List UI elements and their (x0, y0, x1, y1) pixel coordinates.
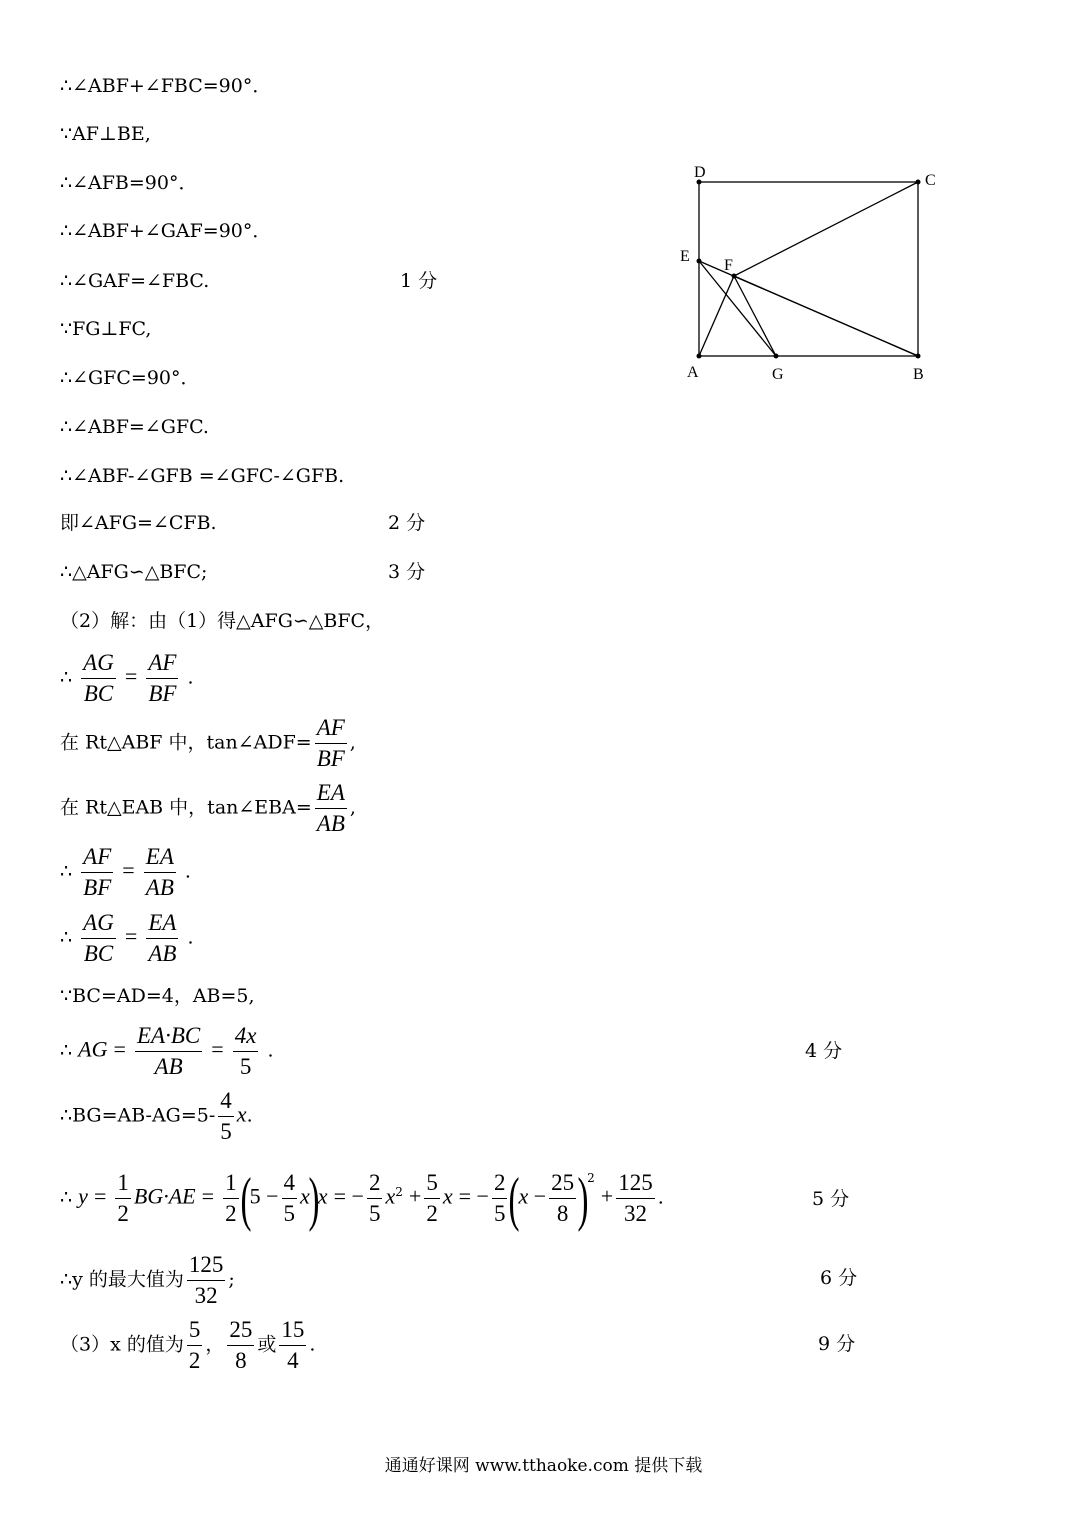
fraction: $\frac{EA}{AB}$ (148, 910, 177, 966)
fraction: $\frac{EA\cdot BC}{AB}$ (136, 1023, 201, 1079)
eq-bg: ∴BG=AB-AG=5- $\frac{4}{5}$ x. (60, 1086, 253, 1147)
fraction: $\frac{4x}{5}$ (234, 1023, 257, 1079)
label-b: B (913, 366, 924, 383)
fraction: $\frac{125}{32}$ (188, 1252, 224, 1308)
part2-heading: （2）解：由（1）得△AFG∽△BFC， (60, 610, 385, 632)
fraction: $\frac{1}{2}$ (117, 1170, 129, 1226)
proof-line-5: ∴∠GAF=∠FBC. (60, 270, 210, 292)
label-d: D (694, 164, 706, 181)
fraction: $\frac{AF}{BF}$ (148, 650, 177, 706)
segment-eg (699, 261, 776, 356)
point-e (697, 259, 702, 264)
fraction: $\frac{2}{5}$ (368, 1170, 381, 1226)
fraction: $\frac{15}{4}$ (281, 1317, 305, 1373)
proof-line-2: ∵AF⊥BE, (60, 123, 151, 145)
eq-y: ∴ y = $\frac{1}{2}$ BG·AE = $\frac{1}{2}$ (5 − $\frac{4}{5}$ x)x = − $\frac{2}{5}$ $x^2$ + $\frac{5}{2}$ x = − $\frac{2}{5}$ (x − $\frac{25}{8}$ )$^2$ + $\frac{125}{32}$ . (60, 1165, 664, 1232)
given-lengths: ∵BC=AD=4，AB=5, (60, 985, 255, 1007)
score-3: 3 分 (388, 561, 426, 583)
fraction: $\frac{5}{2}$ (426, 1170, 438, 1226)
eq-ratio-2: ∴ $\frac{AF}{BF}$ = $\frac{EA}{AB}$ . (60, 842, 191, 903)
proof-line-3: ∴∠AFB=90°． (60, 172, 198, 194)
fraction: $\frac{1}{2}$ (225, 1170, 237, 1226)
point-b (916, 354, 921, 359)
proof-line-9: ∴∠ABF-∠GFB =∠GFC-∠GFB. (60, 465, 345, 487)
proof-line-7: ∴∠GFC=90°． (60, 367, 200, 389)
label-c: C (925, 172, 936, 189)
fraction: $\frac{5}{2}$ (188, 1317, 201, 1373)
proof-line-8: ∴∠ABF=∠GFC. (60, 416, 209, 438)
point-g (774, 354, 779, 359)
eq-ratio-3: ∴ $\frac{AG}{BC}$ = $\frac{EA}{AB}$ . (60, 908, 194, 969)
part3-answer: （3）x 的值为 $\frac{5}{2}$ ， $\frac{25}{8}$ 或 $\frac{15}{4}$ . (60, 1315, 315, 1376)
fraction: $\frac{AF}{BF}$ (83, 844, 112, 900)
proof-line-11: ∴△AFG∽△BFC; (60, 561, 208, 583)
score-6: 6 分 (820, 1267, 858, 1289)
score-4: 4 分 (805, 1040, 843, 1062)
label-g: G (772, 366, 784, 383)
fraction: $\frac{4}{5}$ (220, 1088, 232, 1144)
point-f (732, 274, 737, 279)
score-5: 5 分 (812, 1188, 850, 1210)
fraction: $\frac{25}{8}$ (551, 1170, 575, 1226)
fraction: $\frac{4}{5}$ (283, 1170, 296, 1226)
fraction: $\frac{EA}{AB}$ (316, 780, 345, 836)
eq-tan-adf: 在 Rt△ABF 中，tan∠ADF= $\frac{AF}{BF}$ , (60, 713, 356, 774)
fraction: $\frac{2}{5}$ (493, 1170, 506, 1226)
label-f: F (724, 257, 733, 274)
label-e: E (680, 248, 690, 265)
footer-credit: 通通好课网 www.tthaoke.com 提供下载 (384, 1456, 703, 1476)
proof-line-10: 即∠AFG=∠CFB. (60, 512, 217, 534)
label-a: A (687, 364, 699, 381)
segment-af (699, 276, 734, 356)
eq-tan-eba: 在 Rt△EAB 中，tan∠EBA= $\frac{EA}{AB}$ , (60, 778, 356, 839)
score-7: 9 分 (818, 1333, 856, 1355)
fraction: $\frac{AG}{BC}$ (83, 650, 114, 706)
fraction: $\frac{125}{32}$ (618, 1170, 653, 1226)
max-value: ∴y 的最大值为 $\frac{125}{32}$ ; (60, 1250, 235, 1311)
point-c (916, 180, 921, 185)
proof-line-6: ∵FG⊥FC, (60, 318, 152, 340)
fraction: $\frac{EA}{AB}$ (145, 844, 174, 900)
fraction: $\frac{AF}{BF}$ (316, 715, 345, 771)
segment-fc (734, 182, 918, 276)
eq-ag: ∴ AG = $\frac{EA\cdot BC}{AB}$ = $\frac{4x}{5}$ . (60, 1021, 274, 1082)
fraction: $\frac{AG}{BC}$ (83, 910, 114, 966)
fraction: $\frac{25}{8}$ (229, 1317, 253, 1373)
geometry-figure (675, 155, 965, 390)
proof-line-4: ∴∠ABF+∠GAF=90°． (60, 220, 272, 242)
point-a (697, 354, 702, 359)
score-1: 1 分 (400, 270, 438, 292)
eq-ratio-1: ∴ $\frac{AG}{BC}$ = $\frac{AF}{BF}$ . (60, 648, 194, 709)
proof-line-1: ∴∠ABF+∠FBC=90°． (60, 75, 272, 97)
segment-fg (734, 276, 776, 356)
score-2: 2 分 (388, 512, 426, 534)
